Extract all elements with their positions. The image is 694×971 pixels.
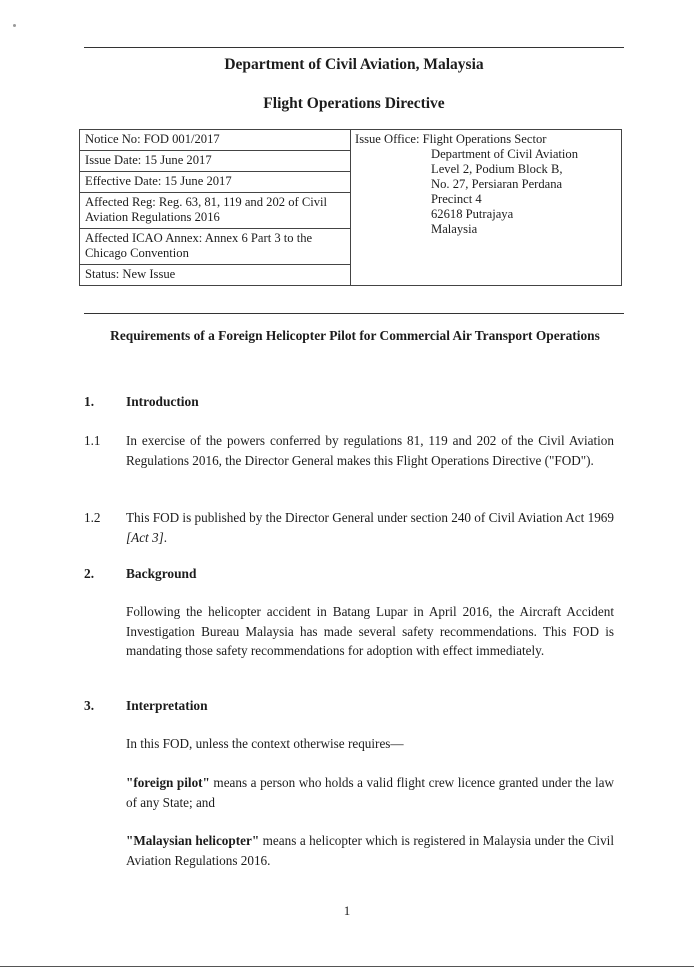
act-reference: [Act 3] xyxy=(126,529,164,545)
issue-date: Issue Date: 15 June 2017 xyxy=(80,151,351,172)
section-number: 2. xyxy=(84,566,95,581)
definition-foreign-pilot xyxy=(126,773,614,812)
office-address-line: Precinct 4 xyxy=(431,192,482,206)
notice-info-table xyxy=(79,129,622,286)
paragraph-number: 1.2 xyxy=(84,510,101,525)
paragraph-1-2-text: This FOD is published by the Director General under section 240 of Civil Aviation Act 1969 xyxy=(126,510,614,525)
definition-term: "Malaysian helicopter" xyxy=(126,833,260,848)
section-title-introduction: Introduction xyxy=(126,394,199,409)
scan-edge xyxy=(0,966,694,967)
definition-malaysian-helicopter xyxy=(126,831,614,870)
subject-title: Requirements of a Foreign Helicopter Pilot for Commercial Air Transport Operations xyxy=(110,328,600,343)
office-address-line: Department of Civil Aviation xyxy=(431,147,579,161)
definition-text: means a person who holds a valid flight crew licence granted under the law of any State; and xyxy=(126,775,614,810)
page-number: 1 xyxy=(343,903,351,918)
background-paragraph: Following the helicopter accident in Batang Lupar in April 2016, the Aircraft Accident Investigation Bureau Malaysia has made several safety recommendations. This FOD is mandating those safety recommendations for adoption with effect immediately. xyxy=(126,604,614,658)
definition-term: "foreign pilot" xyxy=(126,775,210,790)
top-rule xyxy=(84,47,624,48)
scan-speck xyxy=(13,24,16,27)
office-address-line: Malaysia xyxy=(431,222,478,236)
paragraph-1-2-end: . xyxy=(163,529,168,545)
section-number: 1. xyxy=(84,394,95,409)
issue-office-cell xyxy=(351,130,622,286)
affected-icao-annex: Affected ICAO Annex: Annex 6 Part 3 to the Chicago Convention xyxy=(80,229,351,265)
interpretation-intro: In this FOD, unless the context otherwise requires— xyxy=(126,736,404,751)
section-title-background: Background xyxy=(126,566,197,581)
paragraph-number: 1.1 xyxy=(84,433,101,448)
issue-office-label: Issue Office: Flight Operations Sector xyxy=(355,132,547,146)
paragraph-1-1: In exercise of the powers conferred by regulations 81, 119 and 202 of the Civil Aviation Regulations 2016, the Director General makes this Flight Operations Directive ("FOD"). xyxy=(126,433,614,468)
notice-number: Notice No: FOD 001/2017 xyxy=(80,130,351,151)
definition-text: means a helicopter which is registered in Malaysia under the Civil Aviation Regulations 2016. xyxy=(126,833,614,868)
status: Status: New Issue xyxy=(80,265,351,286)
department-title: Department of Civil Aviation, Malaysia xyxy=(224,56,484,73)
paragraph-1-2 xyxy=(126,508,614,547)
office-address-line: 62618 Putrajaya xyxy=(431,207,514,221)
office-address-line: Level 2, Podium Block B, xyxy=(431,162,563,176)
directive-title: Flight Operations Directive xyxy=(263,95,445,112)
office-address-line: No. 27, Persiaran Perdana xyxy=(431,177,563,191)
section-title-interpretation: Interpretation xyxy=(126,698,208,713)
subject-rule xyxy=(84,313,624,314)
affected-regulations: Affected Reg: Reg. 63, 81, 119 and 202 of Civil Aviation Regulations 2016 xyxy=(80,193,351,229)
section-number: 3. xyxy=(84,698,95,713)
effective-date: Effective Date: 15 June 2017 xyxy=(80,172,351,193)
